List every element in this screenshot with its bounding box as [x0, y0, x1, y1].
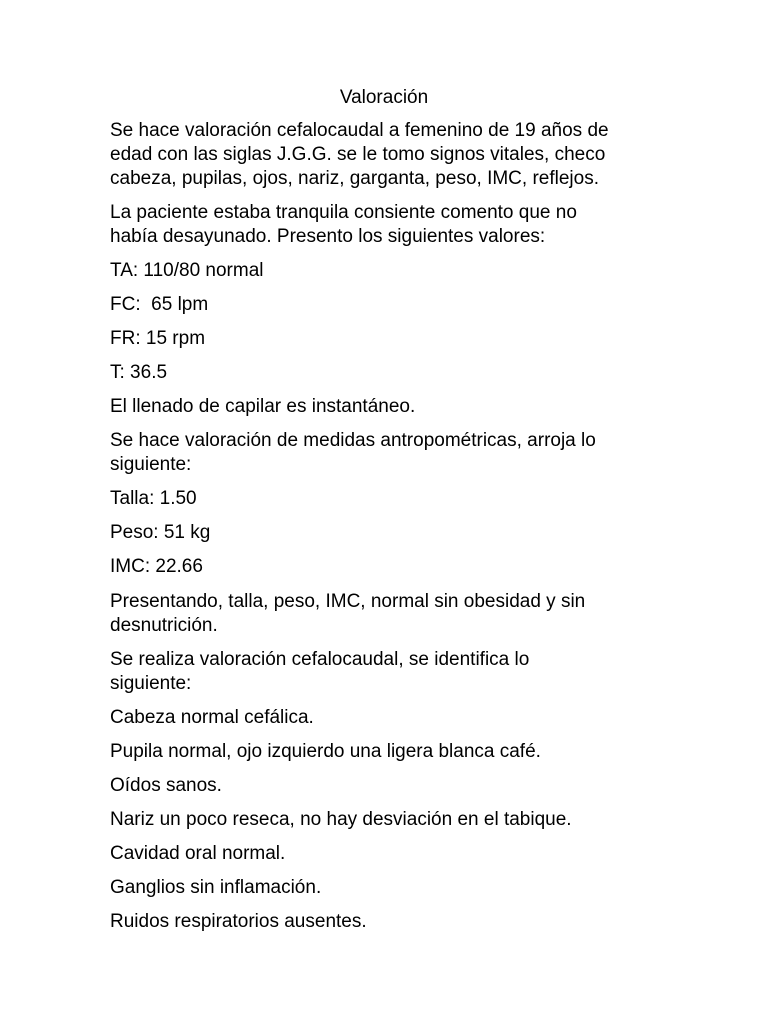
finding-breath-sounds: Ruidos respiratorios ausentes. [110, 911, 367, 932]
paragraph-anthropometric: Se hace valoración de medidas antropométricas, arroja lo siguiente: [110, 430, 596, 475]
paragraph-nutrition-summary: Presentando, talla, peso, IMC, normal sin obesidad y sin desnutrición. [110, 591, 586, 636]
document-title: Valoración [339, 87, 429, 108]
measure-bmi: IMC: 22.66 [110, 556, 203, 577]
vital-sign-fc: FC: 65 lpm [110, 294, 209, 315]
measure-weight: Peso: 51 kg [110, 522, 211, 543]
finding-nose: Nariz un poco reseca, no hay desviación en el tabique. [110, 809, 572, 830]
finding-pupils: Pupila normal, ojo izquierdo una ligera blanca café. [110, 741, 541, 762]
measure-height: Talla: 1.50 [110, 488, 197, 509]
paragraph-patient-state: La paciente estaba tranquila consiente comento que no había desayunado. Presento los siguientes valores: [110, 202, 577, 247]
paragraph-capillary-refill: El llenado de capilar es instantáneo. [110, 396, 416, 417]
finding-ears: Oídos sanos. [110, 775, 222, 796]
finding-oral-cavity: Cavidad oral normal. [110, 843, 286, 864]
paragraph-cephalocaudal: Se realiza valoración cefalocaudal, se identifica lo siguiente: [110, 649, 530, 694]
finding-lymph-nodes: Ganglios sin inflamación. [110, 877, 322, 898]
paragraph-intro: Se hace valoración cefalocaudal a femenino de 19 años de edad con las siglas J.G.G. se le tomo signos vitales, checo cabeza, pupilas, ojos, nariz, garganta, peso, IMC, reflejos. [110, 120, 609, 189]
vital-sign-ta: TA: 110/80 normal [110, 260, 264, 281]
vital-sign-temperature: T: 36.5 [110, 362, 168, 383]
vital-sign-fr: FR: 15 rpm [110, 328, 206, 349]
finding-head: Cabeza normal cefálica. [110, 707, 314, 728]
